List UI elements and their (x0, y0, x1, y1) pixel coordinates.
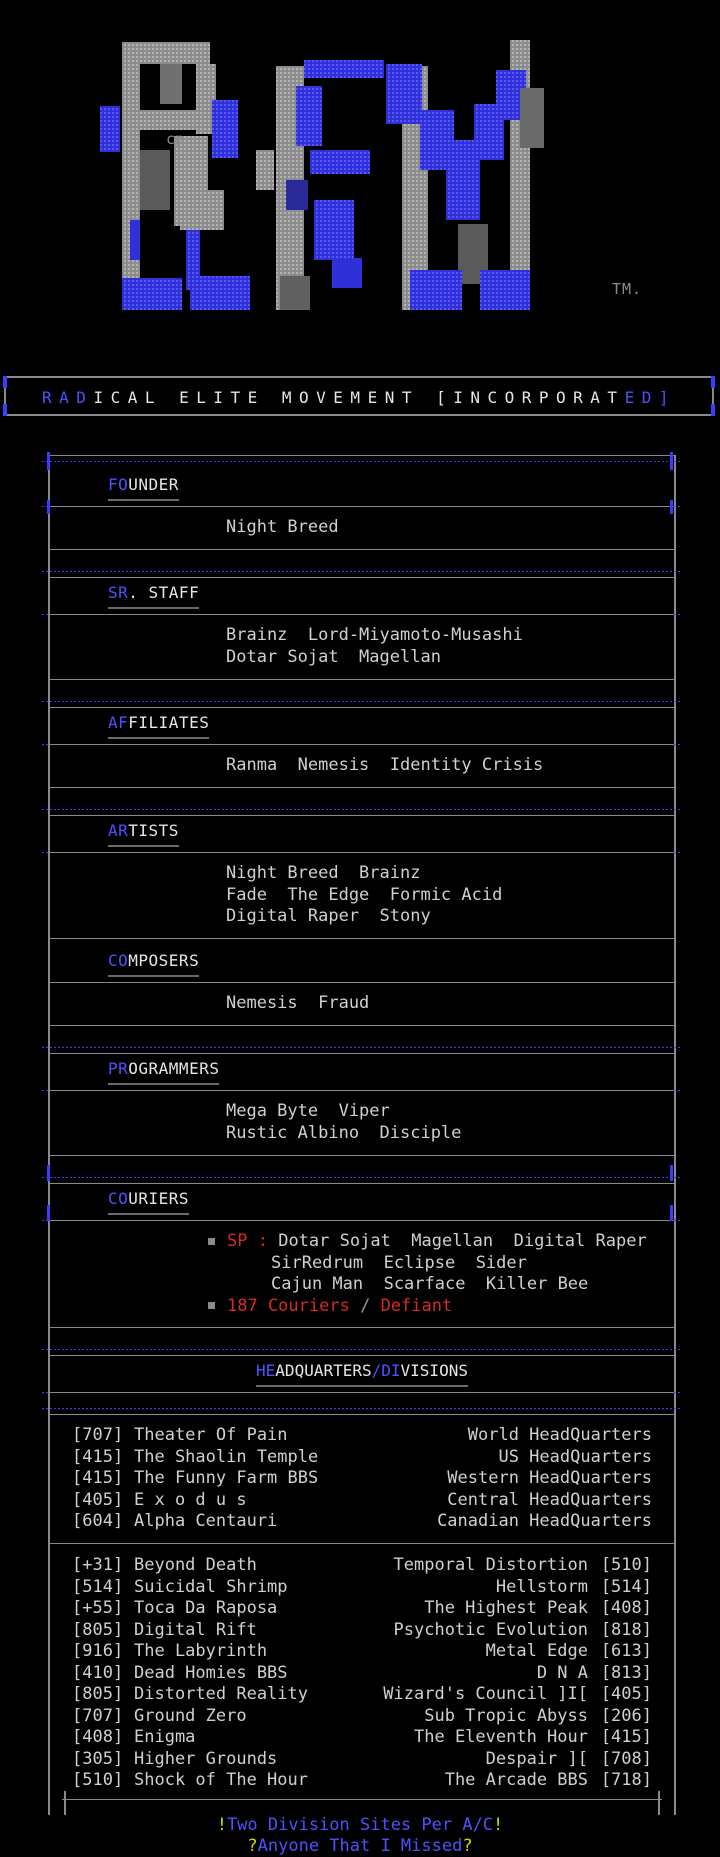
member-roster (48, 455, 676, 1815)
division-row: [916] The Labyrinth Metal Edge [613] (72, 1641, 652, 1661)
founder-names: Night Breed (226, 517, 339, 537)
logo-letter-r (100, 42, 250, 310)
headquarters-row: [405] E x o d u s Central HeadQuarters (72, 1489, 652, 1510)
artists-names: Night Breed Brainz Fade The Edge Formic Acid Digital Raper Stony (226, 863, 503, 926)
couriers-list: SP : Dotar Sojat Magellan Digital Raper SirRedrum Eclipse Sider Cajun Man Scarface Killer Bee 187 Couriers / Defiant (208, 1231, 647, 1317)
division-row: [805] Digital Rift Psychotic Evolution [818] (72, 1619, 652, 1640)
division-row: [510] Shock of The Hour The Arcade BBS [718] (72, 1770, 652, 1790)
group-name: RADICAL ELITE MOVEMENT [INCORPORATED] (42, 388, 676, 407)
banner-corner-tick (3, 376, 7, 388)
division-row: [707] Ground Zero Sub Tropic Abyss [206] (72, 1705, 652, 1726)
headquarters-row: [604] Alpha Centauri Canadian HeadQuarters (72, 1511, 652, 1531)
section-title-sr-staff: SR. STAFF (108, 583, 199, 602)
division-row: [+31] Beyond Death Temporal Distortion [510] (72, 1555, 652, 1575)
section-title-affiliates: AFFILIATES (108, 713, 209, 732)
programmers-names: Mega Byte Viper Rustic Albino Disciple (226, 1101, 462, 1143)
section-title-artists: ARTISTS (108, 821, 179, 840)
division-row: [305] Higher Grounds Despair ][ [708] (72, 1748, 652, 1769)
section-title-founder: FOUNDER (108, 475, 179, 494)
headquarters-row: [415] The Shaolin Temple US HeadQuarters (72, 1446, 652, 1467)
group-name-banner (4, 376, 714, 416)
headquarters-row: [415] The Funny Farm BBS Western HeadQuarters (72, 1468, 652, 1488)
bullet-icon (208, 1238, 215, 1245)
division-row: [514] Suicidal Shrimp Hellstorm [514] (72, 1576, 652, 1597)
banner-corner-tick (711, 376, 715, 388)
division-row: [408] Enigma The Eleventh Hour [415] (72, 1727, 652, 1747)
division-row: [+55] Toca Da Raposa The Highest Peak [408] (72, 1598, 652, 1618)
affiliates-names: Ranma Nemesis Identity Crisis (226, 755, 544, 775)
section-title-headquarters-divisions: HEADQUARTERS/DIVISIONS (50, 1361, 674, 1380)
logo-letter-m (386, 40, 544, 310)
footer-note-division-sites: !Two Division Sites Per A/C! (216, 1815, 504, 1835)
division-row: [805] Distorted Reality Wizard's Council ]I[ [405] (72, 1684, 652, 1704)
section-title-composers: COMPOSERS (108, 951, 199, 970)
sr-staff-names: Brainz Lord-Miyamoto-Musashi Dotar Sojat Magellan (226, 625, 523, 667)
rem-logo-graphic (100, 40, 643, 330)
bullet-icon (208, 1302, 215, 1309)
division-row: [410] Dead Homies BBS D N A [813] (72, 1662, 652, 1683)
section-title-programmers: PROGRAMMERS (108, 1059, 219, 1078)
logo-letter-e (256, 60, 384, 310)
trademark-mark: TM. (612, 280, 643, 298)
section-title-couriers: COURIERS (108, 1189, 189, 1208)
composers-names: Nemesis Fraud (226, 993, 370, 1013)
headquarters-row: [707] Theater Of Pain World HeadQuarters (72, 1425, 652, 1445)
footer-note-missed: ?Anyone That I Missed? (247, 1836, 473, 1856)
logo-cp-mark: cp (166, 130, 185, 148)
